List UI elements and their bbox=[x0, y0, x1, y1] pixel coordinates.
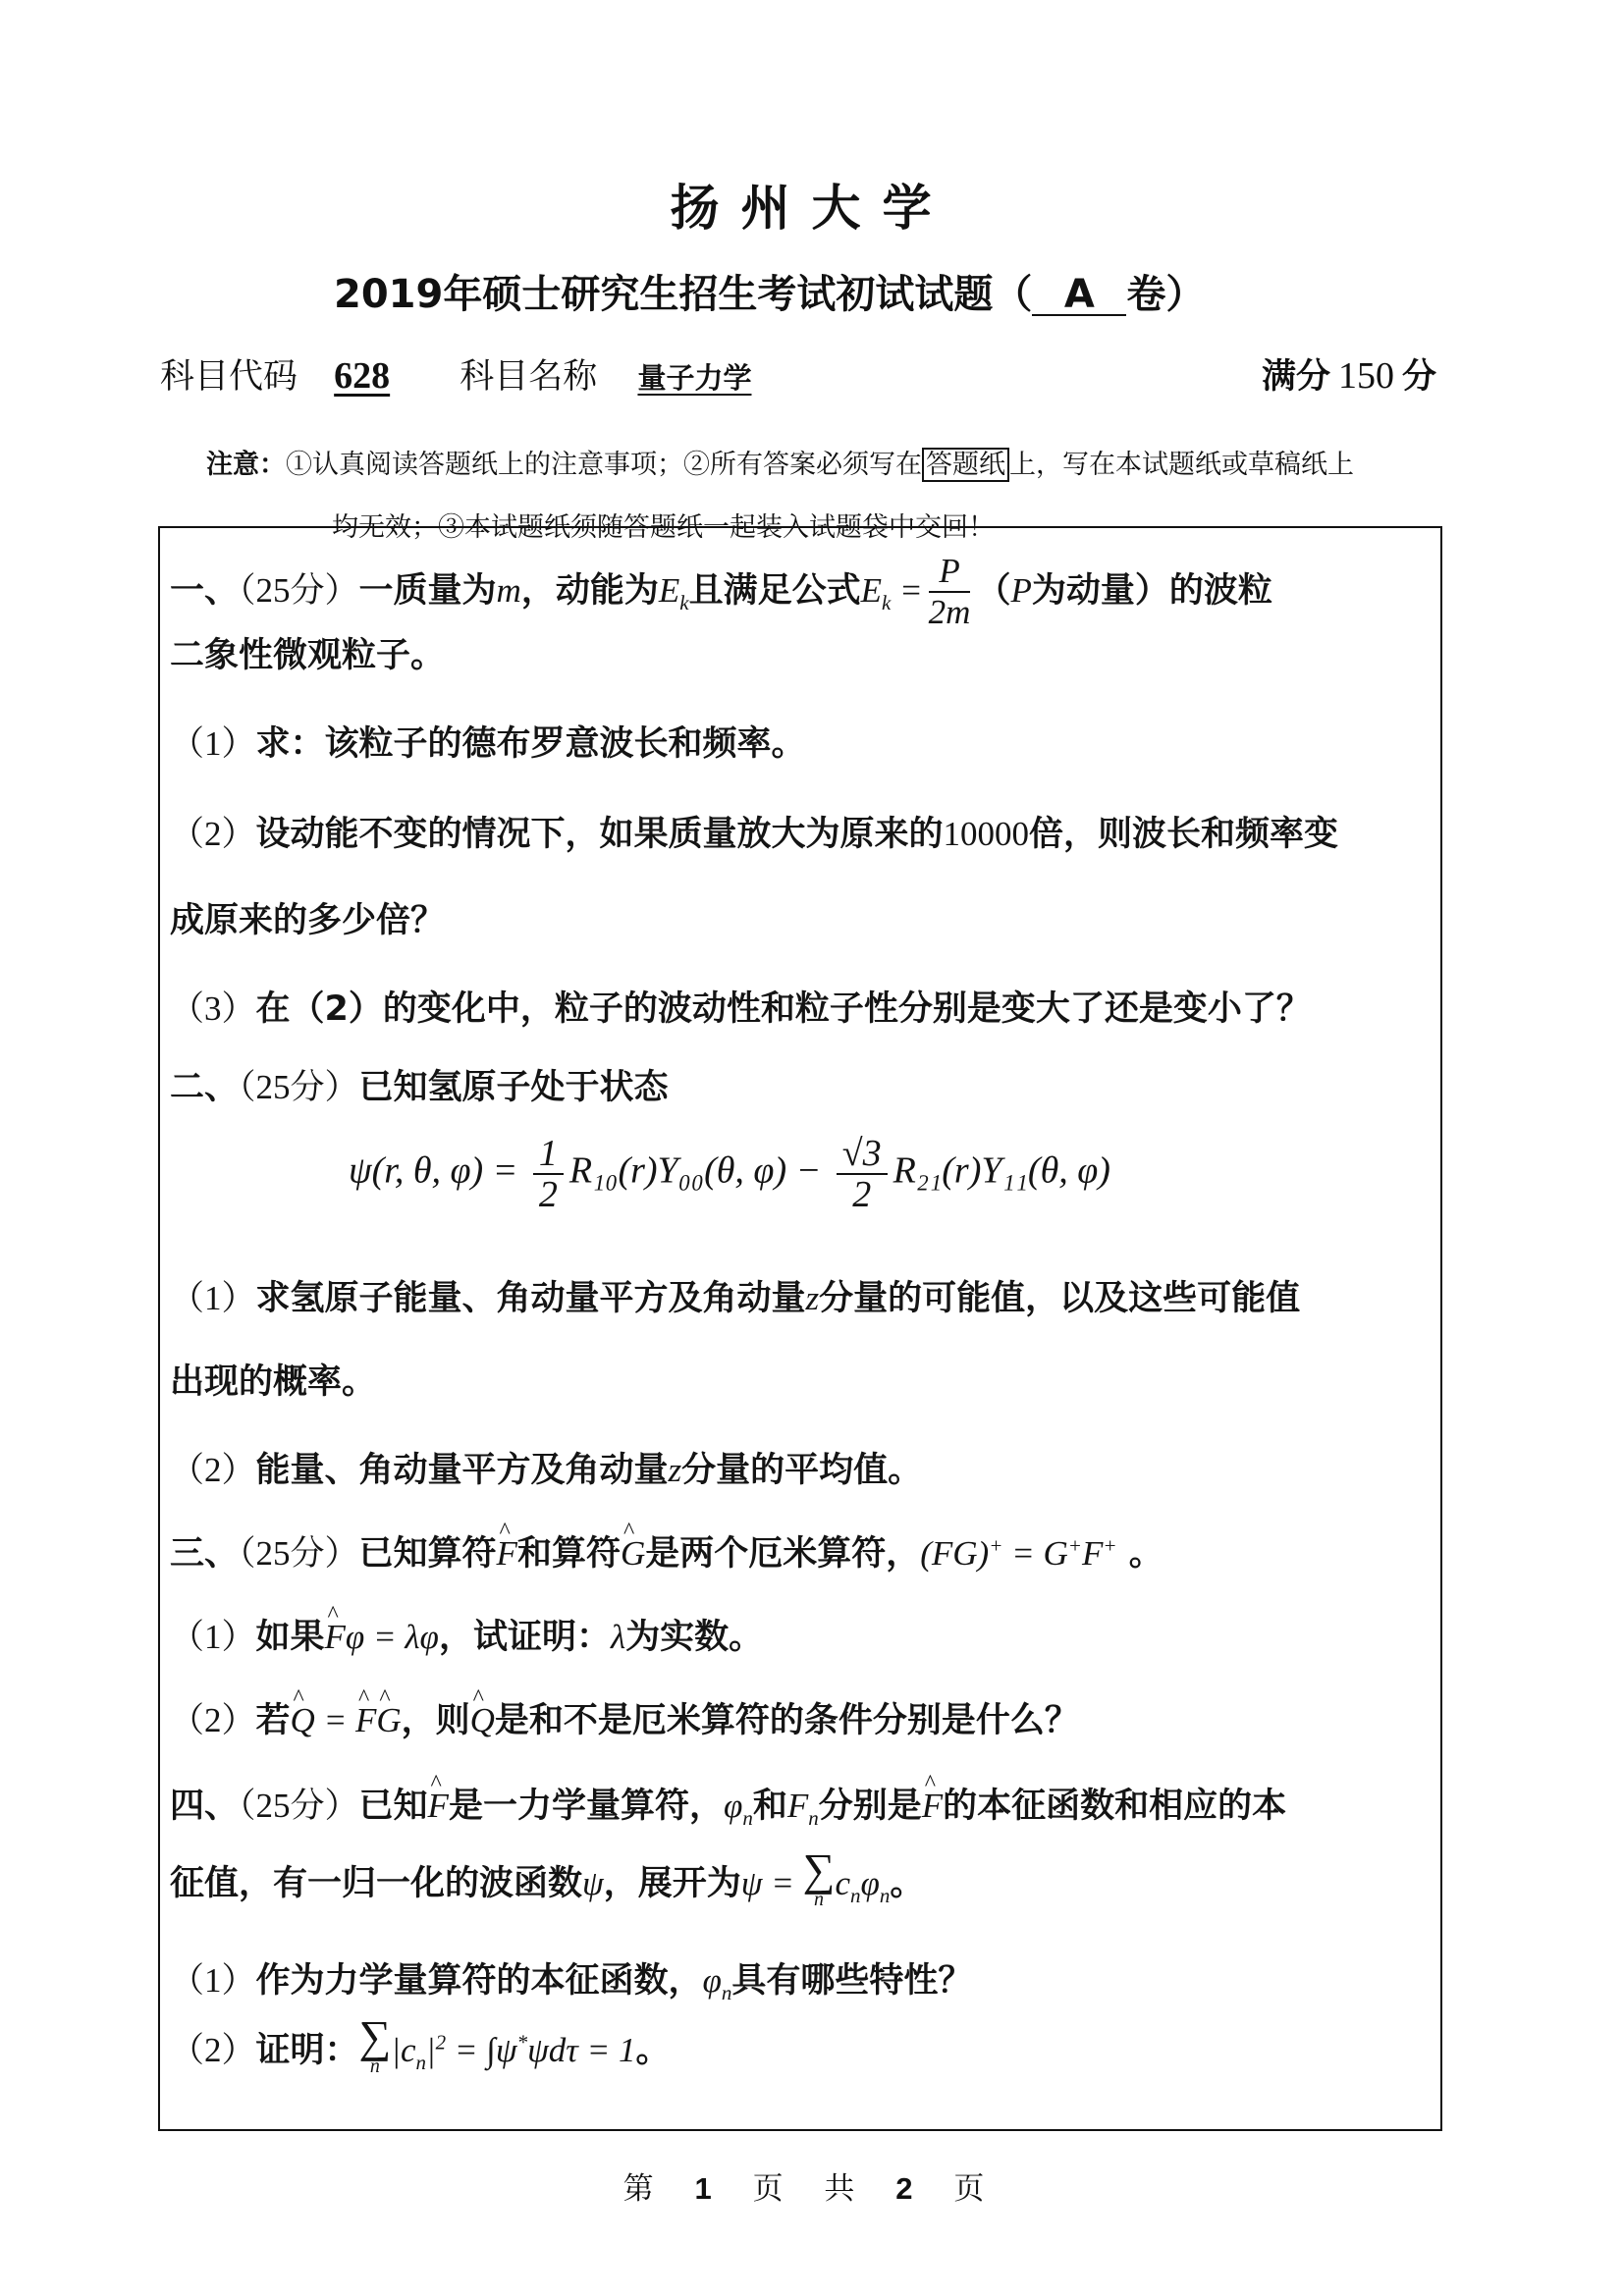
stem-text: 。 bbox=[890, 1864, 925, 1903]
abs-open: |c bbox=[391, 2031, 416, 2069]
part-text: ，则 bbox=[401, 1701, 470, 1740]
operator-f: ^ F bbox=[428, 1787, 449, 1826]
summation bbox=[802, 1844, 836, 1914]
page-total: 2 bbox=[895, 2171, 929, 2206]
operator-f: ^ F bbox=[355, 1701, 376, 1740]
part-text: 能量、角动量平方及角动量 bbox=[255, 1451, 669, 1490]
sum-index: n bbox=[814, 1889, 825, 1910]
part-text: 证明： bbox=[255, 2031, 359, 2070]
question-points: （25分） bbox=[239, 1534, 359, 1573]
part-text: 为实数。 bbox=[625, 1618, 764, 1657]
subscript: n bbox=[879, 1884, 891, 1907]
stem-text: 和 bbox=[752, 1787, 787, 1826]
eigenfunction-phi-n bbox=[723, 1787, 753, 1830]
stem-text: 分别是 bbox=[818, 1787, 922, 1826]
question-1-part-1 bbox=[170, 717, 806, 766]
var-p: P bbox=[1010, 571, 1032, 610]
operator-f: ^ F bbox=[922, 1787, 943, 1826]
stem-text: 已知 bbox=[358, 1787, 428, 1826]
fraction-numerator: P bbox=[929, 552, 971, 593]
normalization-identity bbox=[391, 2030, 636, 2074]
question-4-part-1 bbox=[170, 1953, 972, 2005]
var-z: z bbox=[805, 1279, 820, 1317]
fraction-denominator: 2m bbox=[928, 593, 971, 631]
question-2-part-2 bbox=[170, 1443, 922, 1492]
conjugate-star: * bbox=[516, 2030, 528, 2055]
var-m: m bbox=[496, 571, 521, 610]
part-text: 具有哪些特性？ bbox=[731, 1961, 973, 2001]
part-label: （1） bbox=[170, 1618, 256, 1656]
operator-g: ^ G bbox=[621, 1534, 645, 1574]
exam-title-suffix: 卷） bbox=[1126, 272, 1206, 317]
full-score-label: 满分 bbox=[1261, 357, 1330, 397]
part-text: 在（2）的变化中，粒子的波动性和粒子性分别是变大了还是变小了？ bbox=[255, 989, 1311, 1029]
stem-text: ，展开为 bbox=[603, 1864, 741, 1903]
exponent: 2 bbox=[435, 2030, 447, 2055]
equation-lhs: ψ(r, θ, φ) = bbox=[349, 1149, 518, 1192]
question-3-part-1 bbox=[170, 1610, 763, 1659]
page-suffix: 页 bbox=[953, 2171, 1001, 2207]
stem-text: （ bbox=[976, 571, 1011, 611]
var-c: c bbox=[835, 1864, 850, 1902]
question-points: （25分） bbox=[239, 571, 359, 610]
subscript: n bbox=[849, 1884, 861, 1907]
subject-code: 628 bbox=[334, 355, 391, 397]
notice-line-2: 均无效；③本试题纸须随答题纸一起装入试题袋中交回！ bbox=[332, 512, 995, 543]
equals-sign: = bbox=[891, 571, 923, 610]
var-phi: φ bbox=[702, 1961, 722, 2000]
part-text: 如果 bbox=[255, 1618, 325, 1657]
subscript: n bbox=[808, 1806, 819, 1830]
part-text: 求：该粒子的德布罗意波长和频率。 bbox=[255, 724, 806, 764]
expansion-term bbox=[835, 1864, 891, 1907]
subject-name: 量子力学 bbox=[637, 361, 752, 395]
part-label: （2） bbox=[170, 1451, 256, 1489]
eigen-equation: φ = λφ bbox=[345, 1618, 439, 1656]
dagger-sup: + bbox=[1067, 1533, 1082, 1558]
coefficient-2 bbox=[837, 1134, 888, 1214]
operator-q: ^ Q bbox=[291, 1701, 315, 1740]
part-text: ，试证明： bbox=[438, 1618, 611, 1657]
part-text: 求氢原子能量、角动量平方及角动量 bbox=[255, 1279, 806, 1318]
page-number bbox=[0, 2163, 1623, 2208]
fraction-denominator: 2 bbox=[538, 1174, 558, 1215]
fraction-numerator: 1 bbox=[533, 1134, 564, 1175]
page-current: 1 bbox=[694, 2171, 728, 2206]
question-3-stem bbox=[170, 1526, 1163, 1575]
identity-rhs-g: = G bbox=[1002, 1534, 1068, 1573]
identity-rhs-f: F bbox=[1081, 1534, 1104, 1573]
operator-f: ^ F bbox=[497, 1534, 517, 1574]
part-label: （2） bbox=[170, 2031, 256, 2069]
part-label: （1） bbox=[170, 724, 256, 763]
eigenvalue-f-n bbox=[786, 1787, 819, 1830]
operator-f: ^ F bbox=[325, 1618, 346, 1657]
sum-icon: ∑ bbox=[358, 2011, 392, 2061]
question-2-part-1 bbox=[170, 1271, 1300, 1320]
eigenfunction-phi-n bbox=[702, 1961, 732, 2004]
question-4-part-2 bbox=[170, 2011, 671, 2081]
notice-line-1 bbox=[206, 434, 1453, 497]
summation bbox=[358, 2011, 392, 2081]
mass-factor: 10000 bbox=[943, 815, 1030, 853]
operator-q: ^ Q bbox=[470, 1701, 495, 1740]
question-points: （25分） bbox=[239, 1787, 359, 1825]
part-text: 。 bbox=[635, 2031, 671, 2070]
var-phi: φ bbox=[860, 1864, 880, 1902]
question-4-stem-line-2 bbox=[170, 1844, 925, 1914]
part-label: （3） bbox=[170, 989, 256, 1028]
coefficient-1 bbox=[533, 1134, 564, 1214]
fraction-numerator: √3 bbox=[837, 1134, 888, 1175]
abs-close: | bbox=[425, 2031, 436, 2069]
stem-text: 且满足公式 bbox=[688, 571, 861, 611]
part-text: 分量的平均值。 bbox=[681, 1451, 923, 1490]
part-label: （1） bbox=[170, 1961, 256, 2000]
equals-sign: = bbox=[314, 1701, 355, 1739]
stem-text: 一质量为 bbox=[358, 571, 497, 611]
stem-text: 的本征函数和相应的本 bbox=[943, 1787, 1287, 1826]
subject-info-row bbox=[160, 349, 1436, 399]
fraction-denominator: 2 bbox=[852, 1174, 872, 1215]
stem-text: 为动量）的波粒 bbox=[1031, 571, 1272, 611]
question-1-part-2-line-2: 成原来的多少倍？ bbox=[170, 901, 446, 940]
paper-version: A bbox=[1032, 275, 1126, 316]
notice-lead: 注意： bbox=[206, 450, 286, 480]
var-ek bbox=[658, 571, 689, 614]
question-1-stem-line-2: 二象性微观粒子。 bbox=[170, 636, 446, 675]
stem-text: 已知算符 bbox=[358, 1534, 497, 1574]
expansion-lhs: ψ = bbox=[740, 1864, 803, 1902]
full-score bbox=[1262, 349, 1436, 399]
part-label: （2） bbox=[170, 815, 256, 853]
exam-title bbox=[334, 263, 1205, 319]
page-mid: 页 共 bbox=[752, 2171, 871, 2207]
part-text: 设动能不变的情况下，如果质量放大为原来的 bbox=[255, 815, 944, 854]
equation-term-1: R₁₀(r)Y₀₀(θ, φ) − bbox=[568, 1149, 822, 1192]
stem-text: 已知氢原子处于状态 bbox=[358, 1068, 669, 1107]
part-text: 分量的可能值，以及这些可能值 bbox=[819, 1279, 1301, 1318]
integral-rest: ψdτ = 1 bbox=[527, 2031, 636, 2069]
stem-text: ，动能为 bbox=[520, 571, 659, 611]
stem-text: 和算符 bbox=[516, 1534, 621, 1574]
question-2-stem bbox=[170, 1060, 669, 1109]
question-4-stem bbox=[170, 1779, 1286, 1831]
stem-text: 征值，有一归一化的波函数 bbox=[170, 1864, 583, 1903]
dagger-sup: + bbox=[989, 1533, 1003, 1558]
subscript: k bbox=[881, 591, 892, 614]
question-number: 三、 bbox=[170, 1534, 240, 1574]
notice-boxed-term: 答题纸 bbox=[922, 448, 1009, 482]
identity-lhs: (FG) bbox=[920, 1534, 990, 1573]
integral: = ∫ψ bbox=[446, 2031, 517, 2069]
sum-index: n bbox=[369, 2056, 380, 2077]
question-points: （25分） bbox=[239, 1068, 359, 1106]
part-text: 倍，则波长和频率变 bbox=[1029, 815, 1339, 854]
subscript: n bbox=[415, 2051, 426, 2074]
stem-text: 是两个厄米算符， bbox=[645, 1534, 921, 1574]
formula-lhs bbox=[860, 571, 923, 614]
question-1-part-2 bbox=[170, 807, 1338, 856]
operator-g: ^ G bbox=[376, 1701, 401, 1740]
university-title: 扬州大学 bbox=[670, 180, 953, 237]
dagger-sup: + bbox=[1103, 1533, 1117, 1558]
subject-code-label: 科目代码 bbox=[160, 357, 298, 397]
full-score-value: 150 bbox=[1337, 355, 1394, 397]
part-label: （2） bbox=[170, 1701, 256, 1739]
full-score-unit: 分 bbox=[1401, 357, 1436, 397]
var-f: F bbox=[786, 1787, 809, 1825]
subscript: n bbox=[742, 1806, 753, 1830]
subscript: k bbox=[679, 591, 689, 614]
fraction bbox=[929, 552, 971, 632]
part-label: （1） bbox=[170, 1279, 256, 1317]
notice-text-1: ①认真阅读答题纸上的注意事项；②所有答案必须写在 bbox=[286, 450, 922, 480]
notice-text-2: 上，写在本试题纸或草稿纸上 bbox=[1009, 450, 1354, 480]
sum-icon: ∑ bbox=[802, 1844, 836, 1895]
hydrogen-state-equation bbox=[349, 1134, 1110, 1214]
page-prefix: 第 bbox=[622, 2171, 670, 2207]
question-number: 二、 bbox=[170, 1068, 240, 1107]
stem-text: 。 bbox=[1116, 1534, 1163, 1574]
question-1-stem bbox=[170, 552, 1272, 632]
part-text: 作为力学量算符的本征函数， bbox=[255, 1961, 703, 2001]
adjoint-identity bbox=[920, 1534, 1116, 1573]
stem-text: 是一力学量算符， bbox=[448, 1787, 724, 1826]
var-phi: φ bbox=[723, 1787, 743, 1825]
var-lambda: λ bbox=[610, 1618, 626, 1656]
question-number: 四、 bbox=[170, 1787, 240, 1826]
var-e: E bbox=[860, 571, 882, 610]
subscript: n bbox=[721, 1981, 732, 2004]
subject-name-label: 科目名称 bbox=[460, 357, 598, 397]
question-3-part-2 bbox=[170, 1693, 1079, 1742]
var-z: z bbox=[668, 1451, 682, 1489]
part-text: 若 bbox=[255, 1701, 291, 1740]
question-2-part-1-line-2: 出现的概率。 bbox=[170, 1362, 377, 1402]
var-e: E bbox=[658, 571, 680, 610]
part-text: 是和不是厄米算符的条件分别是什么？ bbox=[494, 1701, 1079, 1740]
var-psi: ψ bbox=[582, 1864, 604, 1902]
exam-title-prefix: 2019年硕士研究生招生考试初试试题（ bbox=[334, 272, 1033, 317]
question-number: 一、 bbox=[170, 571, 240, 611]
equation-term-2: R₂₁(r)Y₁₁(θ, φ) bbox=[893, 1149, 1110, 1192]
question-1-part-3 bbox=[170, 982, 1311, 1031]
